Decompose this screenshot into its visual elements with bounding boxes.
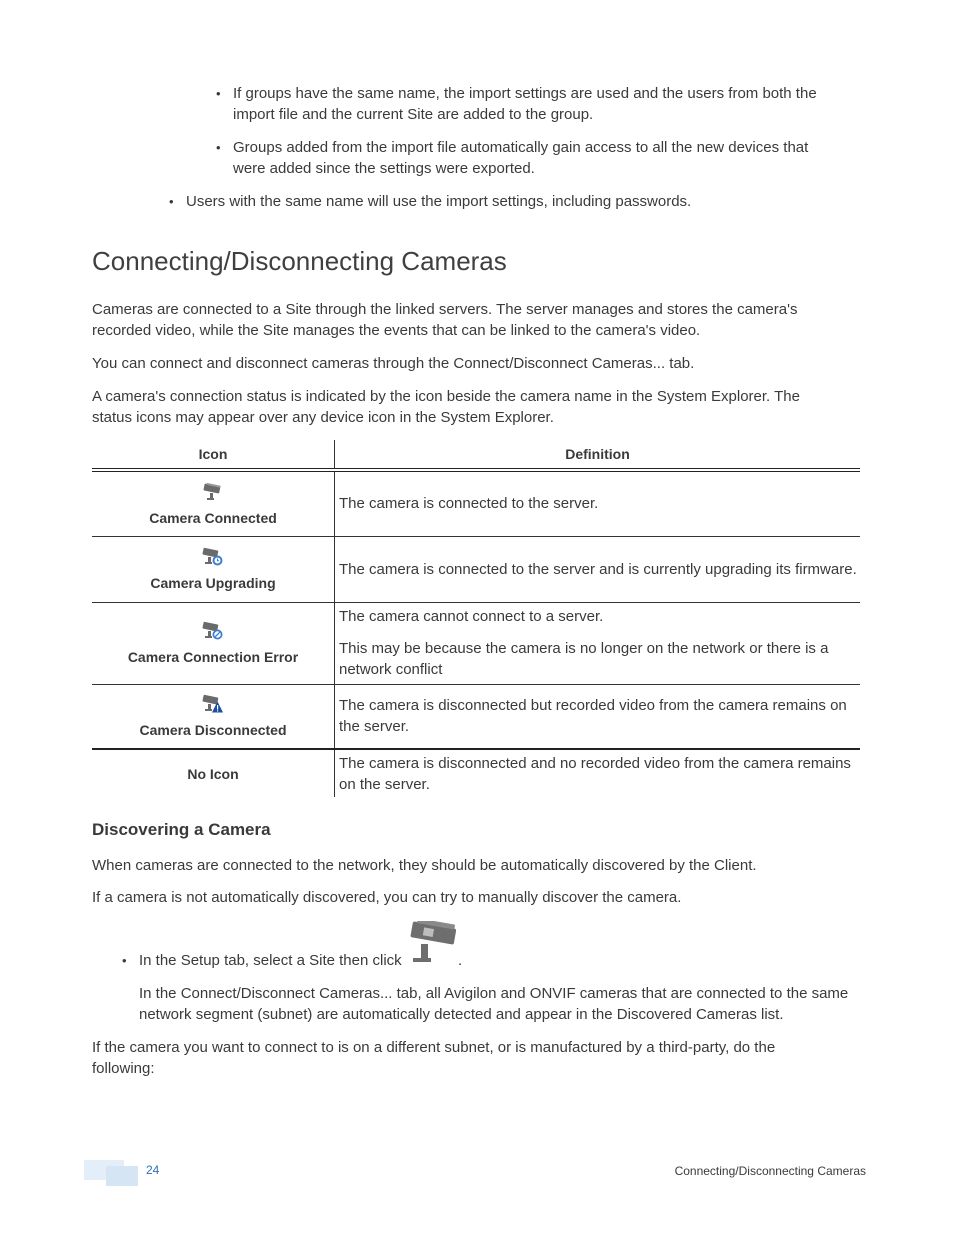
section-paragraph-1: Cameras are connected to a Site through the linked servers. The server manages and stores the camera's recorded video, while the Site manages the events that can be linked to the camera's video. [92,301,798,339]
sub-bullet-groups-added: • Groups added from the import file automatically gain access to all the new devices that were added since the settings were exported. [233,137,833,179]
sub-bullet-groups-same-name: • If groups have the same name, the import settings are used and the users from both the import file and the current Site are added to the group. [233,83,833,125]
status-definition: The camera is disconnected but recorded video from the camera remains on the server. [335,684,861,749]
footer-tab-decoration [106,1166,138,1186]
section-paragraph-2: You can connect and disconnect cameras through the Connect/Disconnect Cameras... tab. [92,355,695,372]
discover-paragraph-2: If a camera is not automatically discovered, you can try to manually discover the camera. [92,889,682,906]
status-definition [335,602,861,684]
subsection-title: Discovering a Camera [92,820,271,839]
status-label: Camera Connection Error [127,649,299,665]
discover-step-period: . [458,952,463,969]
status-label: Camera Disconnected [139,722,287,739]
discover-step-text: In the Setup tab, select a Site then click [139,952,402,969]
status-definition-line-1: The camera cannot connect to a server. [339,608,604,625]
discover-paragraph-1: When cameras are connected to the network, they should be automatically discovered by the Client. [92,857,757,874]
table-row [92,536,860,602]
table-row [92,749,860,797]
camera-status-table [92,440,860,797]
status-label: No Icon [92,749,335,797]
footer-page-number: 24 [146,1163,160,1177]
discover-step-note: In the Connect/Disconnect Cameras... tab, all Avigilon and ONVIF cameras that are connected to the same network segment (subnet) are automatically detected and appear in the Discovered Cameras list. [139,985,849,1023]
status-label: Camera Connected [149,509,277,526]
status-definition-line-2: This may be because the camera is no longer on the network or there is a network conflict [339,640,829,678]
table-header-definition: Definition [335,440,861,470]
table-row [92,602,860,684]
footer-chapter-title: Connecting/Disconnecting Cameras [674,1164,866,1178]
status-label: Camera Upgrading [150,575,276,591]
camera-upgrading-icon [202,547,224,567]
status-definition: The camera is connected to the server and is currently upgrading its firmware. [335,536,861,602]
camera-disconnected-icon [202,694,224,714]
bullet-users-same-name: • Users with the same name will use the import settings, including passwords. [186,191,836,212]
camera-connected-icon [202,482,224,502]
table-header-icon: Icon [92,440,335,470]
status-definition: The camera is connected to the server. [335,470,861,536]
discover-paragraph-3: If the camera you want to connect to is on a different subnet, or is manufactured by a third-party, do the following: [92,1039,776,1077]
table-row [92,470,860,536]
table-row [92,684,860,749]
section-paragraph-3: A camera's connection status is indicated by the icon beside the camera name in the System Explorer. The status icons may appear over any device icon in the System Explorer. [92,388,800,426]
discover-cameras-icon[interactable] [409,921,458,965]
status-definition: The camera is disconnected and no recorded video from the camera remains on the server. [339,754,851,793]
camera-connection-error-icon [202,621,224,641]
section-title: Connecting/Disconnecting Cameras [92,246,507,276]
discover-step [139,950,539,971]
